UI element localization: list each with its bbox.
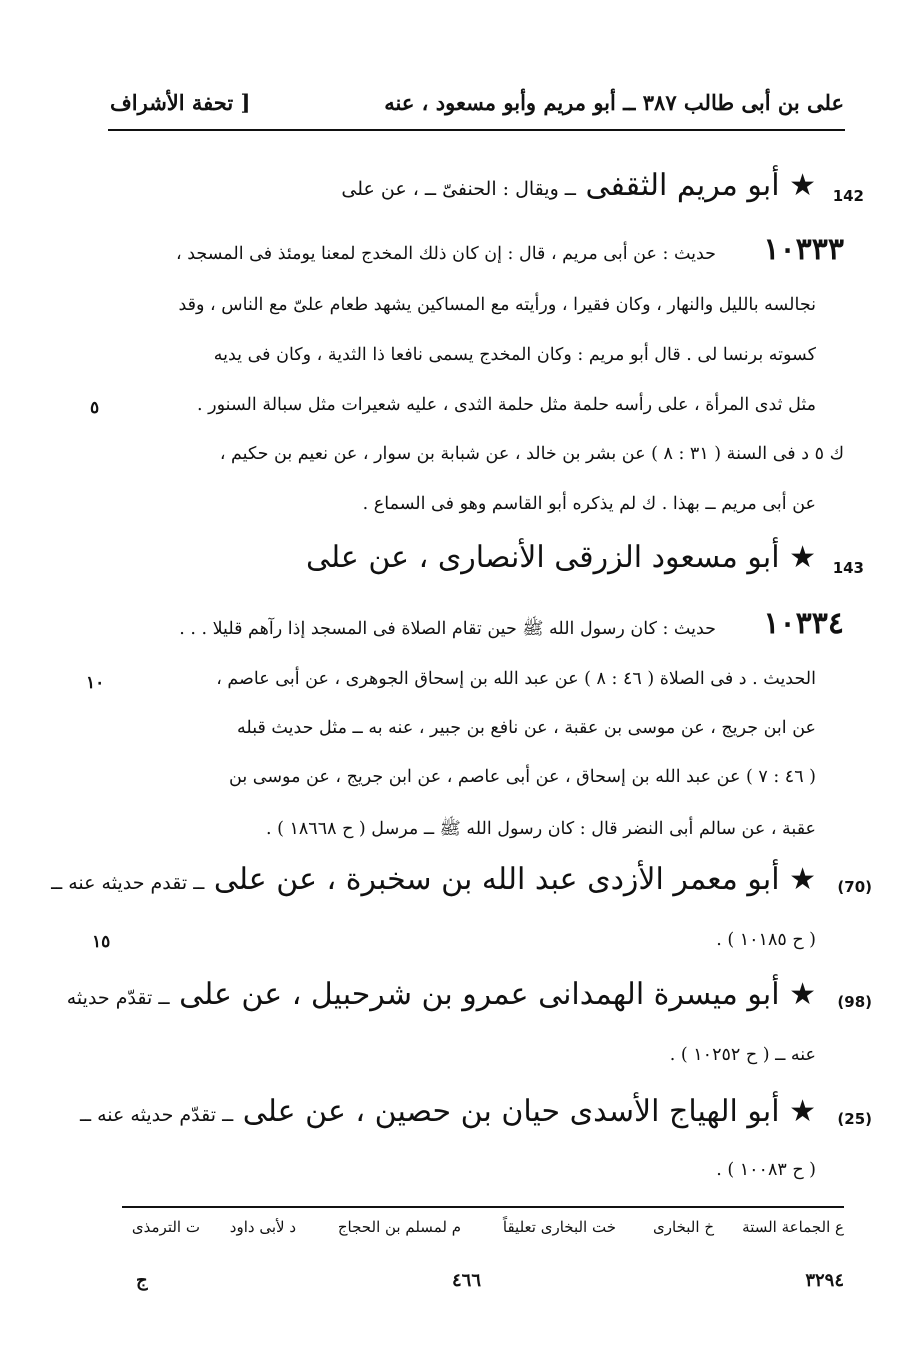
header-rule (108, 129, 845, 131)
hadith-line: مثل ثدى المرأة ، على رأسه حلمة مثل حلمة الثدى ، عليه شعيرات مثل سبالة السنور . (197, 395, 816, 415)
entry-reference: عنه ــ ( ح ١٠٢٥٢ ) . (669, 1045, 816, 1065)
entry-title: ★ أبو مريم الثقفى ــ ويقال : الحنفىّ ــ ، عن على (341, 168, 816, 203)
running-header-title: على بن أبى طالب ٣٨٧ ــ أبو مريم وأبو مسعود ، عنه (384, 90, 844, 115)
entry-number: (25) (837, 1110, 872, 1128)
line-margin-number: ١٥ (92, 932, 111, 952)
entry-title: ★ أبو مسعود الزرقى الأنصارى ، عن على (305, 540, 816, 575)
entry-number: (70) (837, 878, 872, 896)
legend-item: د لأبى داود (229, 1218, 296, 1236)
running-header-book: [ تحفة الأشراف (110, 90, 251, 115)
hadith-line: نجالسه بالليل والنهار ، وكان فقيرا ، ورأيته مع المساكين يشهد طعام علىّ مع الناس ، وقد (178, 295, 816, 315)
hadith-line: حديث : عن أبى مريم ، قال : إن كان ذلك المخدج لمعنا يومئذ فى المسجد ، (176, 244, 716, 264)
entry-title-main: أبو مريم الثقفى (585, 168, 780, 203)
hadith-line: حديث : كان رسول الله ﷺ حين تقام الصلاة فى المسجد إذا رآهم قليلا . . . (179, 619, 716, 639)
entry-title-main: أبو معمر الأزدى عبد الله بن سخبرة ، عن على (213, 862, 780, 897)
hadith-number: ١٠٣٣٣ (763, 232, 844, 267)
line-margin-number: ١٠ (86, 673, 105, 693)
hadith-line: عن ابن جريج ، عن موسى بن عقبة ، عن نافع بن جبير ، عنه به ــ مثل حديث قبله (237, 718, 816, 738)
entry-title-main: أبو الهياج الأسدى حيان بن حصين ، عن على (242, 1094, 780, 1129)
hadith-line: ك ٥ د فى السنة ( ٣١ : ٨ ) عن بشر بن خالد ، عن شبابة بن سوار ، عن نعيم بن حكيم ، (219, 444, 844, 464)
entry-number: 143 (832, 559, 864, 577)
hadith-line: كسوته برنسا لى . قال أبو مريم : وكان المخدج يسمى نافعا ذا الثدية ، وكان فى يديه (213, 345, 816, 365)
footer-volume-number: ٣٢٩٤ (805, 1270, 844, 1291)
page-number: ٤٦٦ (452, 1270, 482, 1291)
legend-item: خت البخارى تعليقاً (502, 1218, 616, 1236)
line-margin-number: ٥ (90, 398, 100, 418)
footer-rule (122, 1206, 844, 1208)
entry-title-main: أبو مسعود الزرقى الأنصارى ، عن على (305, 540, 780, 575)
entry-title-main: أبو ميسرة الهمدانى عمرو بن شرحبيل ، عن على (179, 977, 780, 1012)
entry-number: 142 (832, 187, 864, 205)
entry-title-tail: ــ تقدّم حديثه (66, 987, 170, 1009)
legend-item: ع الجماعة الستة (742, 1218, 844, 1236)
hadith-line: ( ٤٦ : ٧ ) عن عبد الله بن إسحاق ، عن أبى عاصم ، عن ابن جريج ، عن موسى بن (229, 767, 816, 787)
footer-signature-mark: ج (136, 1270, 148, 1291)
entry-reference: ( ح ١٠١٨٥ ) . (716, 930, 816, 950)
entry-title-tail: ــ تقدّم حديثه عنه ــ (79, 1104, 234, 1126)
legend-item: ت الترمذى (131, 1218, 200, 1236)
entry-title: ★ أبو معمر الأزدى عبد الله بن سخبرة ، عن على ــ تقدم حديثه عنه ــ (51, 862, 816, 897)
entry-number: (98) (837, 993, 872, 1011)
hadith-line: عقبة ، عن سالم أبى النضر قال : كان رسول الله ﷺ ــ مرسل ( ح ١٨٦٦٨ ) . (265, 819, 816, 839)
legend-item: خ البخارى (653, 1218, 714, 1236)
entry-title-tail: ــ ويقال : الحنفىّ ــ ، عن على (341, 178, 576, 200)
entry-title-tail: ــ تقدم حديثه عنه ــ (51, 872, 205, 894)
hadith-line: الحديث . د فى الصلاة ( ٤٦ : ٨ ) عن عبد الله بن إسحاق الجوهرى ، عن أبى عاصم ، (216, 669, 816, 689)
hadith-line: عن أبى مريم ــ بهذا . ك لم يذكره أبو القاسم وهو فى السماع . (362, 494, 816, 514)
legend-item: م لمسلم بن الحجاج (337, 1218, 461, 1236)
hadith-number: ١٠٣٣٤ (763, 606, 844, 641)
entry-title: ★ أبو الهياج الأسدى حيان بن حصين ، عن على ــ تقدّم حديثه عنه ــ (79, 1094, 816, 1129)
entry-reference: ( ح ١٠٠٨٣ ) . (716, 1160, 816, 1180)
entry-title: ★ أبو ميسرة الهمدانى عمرو بن شرحبيل ، عن على ــ تقدّم حديثه (66, 977, 816, 1012)
